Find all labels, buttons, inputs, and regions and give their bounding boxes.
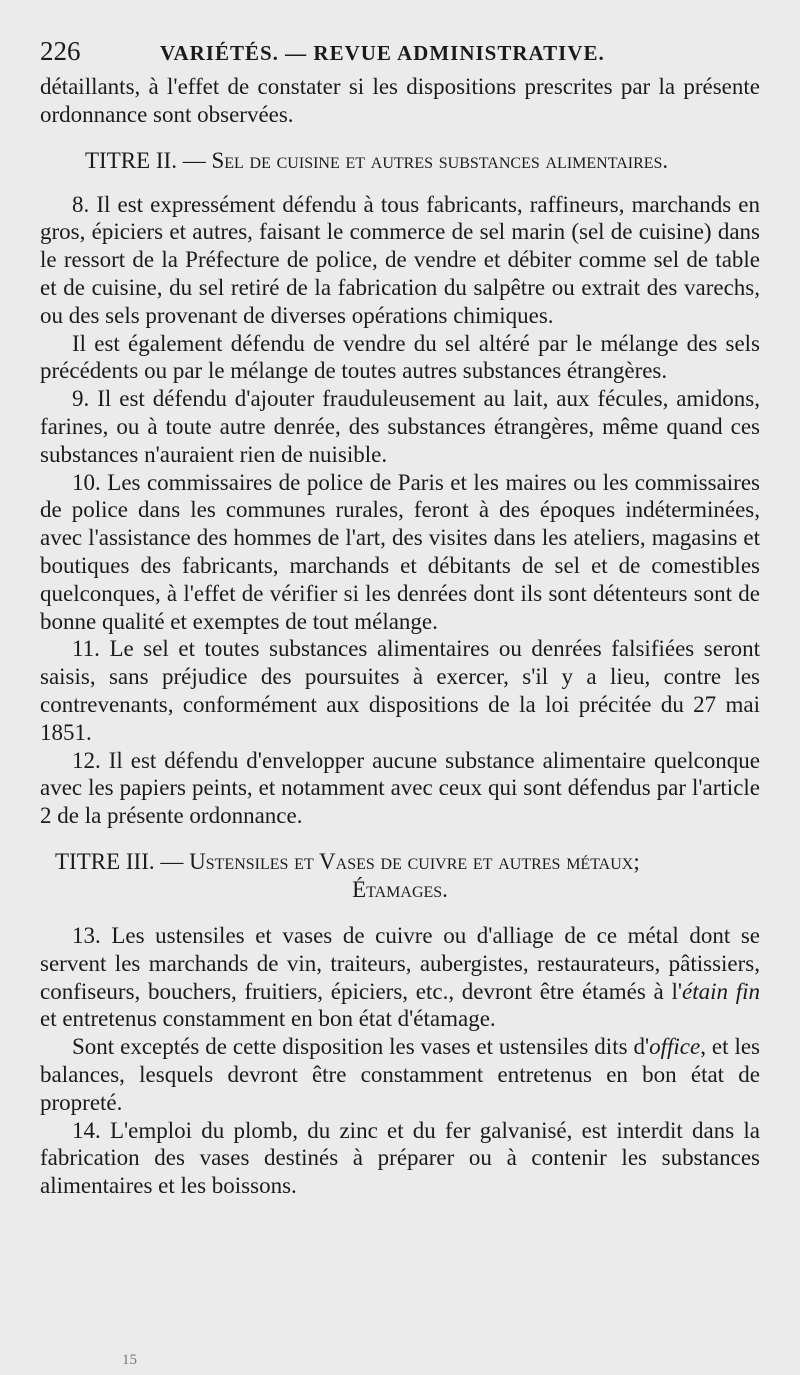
article-11 bbox=[40, 635, 760, 746]
article-14 bbox=[40, 1117, 760, 1200]
signature-number: 15 bbox=[122, 1352, 137, 1368]
article-text: Il est expressément défendu à tous fabricants, raffineurs, marchands en gros, épiciers et autres, faisant le commerce de sel marin (sel de cuisine) dans le ressort de la Préfecture de police, de vendre et débiter comme sel de table et de cuisine, du sel retiré de la fabrication du salpêtre ou extrait des varechs, ou des sels provenant de diverses opérations chimiques. bbox=[40, 191, 761, 328]
article-number: 13. bbox=[72, 922, 101, 948]
article-number: 12. bbox=[72, 747, 101, 773]
titre-3-title: Ustensiles et Vases de cuivre et autres métaux; bbox=[189, 848, 640, 874]
article-12 bbox=[40, 747, 760, 830]
intro-paragraph: détaillants, à l'effet de constater si les dispositions prescrites par la présente ordonnance sont observées. bbox=[40, 74, 760, 127]
running-title: VARIÉTÉS. — REVUE ADMINISTRATIVE. bbox=[160, 41, 605, 65]
article-8 bbox=[40, 191, 760, 330]
titre-2-heading bbox=[40, 147, 760, 175]
titre-3-label: TITRE III. — bbox=[55, 848, 184, 874]
article-text: Le sel et toutes substances alimentaires ou denrées falsifiées seront saisis, sans préjudice des poursuites à exercer, s'il y a lieu, contre les contrevenants, conformément aux dispositions de la loi précitée du 27 mai 1851. bbox=[40, 636, 760, 745]
article-text: , et les balances, lesquels devront être constamment entretenus en bon état de propreté. bbox=[40, 1034, 760, 1115]
article-9 bbox=[40, 385, 760, 468]
titre-3-subtitle: Étamages. bbox=[352, 876, 448, 902]
titre-3-heading bbox=[40, 848, 760, 876]
article-text: Sont exceptés de cette disposition les vases et ustensiles dits d' bbox=[72, 1034, 650, 1060]
article-text: L'emploi du plomb, du zinc et du fer galvanisé, est interdit dans la fabrication des vases destinés à préparer ou à contenir les substances alimentaires et les boissons. bbox=[40, 1117, 761, 1199]
article-text: Il est défendu d'ajouter frauduleusement au lait, aux fécules, amidons, farines, ou à toute autre denrée, des substances étrangères, même quand ces substances n'auraient rien de nuisible. bbox=[40, 386, 760, 467]
running-header bbox=[40, 36, 760, 67]
titre-2-label: TITRE II. — bbox=[85, 147, 206, 173]
article-number: 9. bbox=[72, 386, 90, 412]
article-number: 8. bbox=[72, 191, 90, 217]
article-number: 10. bbox=[72, 469, 101, 495]
article-text: Il est défendu d'envelopper aucune substance alimentaire quelconque avec les papiers peints, et notamment avec ceux qui sont défendus par l'article 2 de la présente ordonnance. bbox=[40, 747, 760, 829]
article-number: 11. bbox=[72, 636, 100, 662]
article-text: Les ustensiles et vases de cuivre ou d'alliage de ce métal dont se servent les marchands de vin, traiteurs, aubergistes, restaurateurs, pâtissiers, confiseurs, bouchers, fruitiers, épiciers, etc., devront être étamés à l' bbox=[40, 922, 760, 1004]
article-13 bbox=[40, 922, 760, 1033]
article-emphasis: étain fin bbox=[682, 978, 760, 1004]
article-emphasis: office bbox=[649, 1034, 701, 1060]
article-number: 14. bbox=[72, 1117, 101, 1143]
article-10 bbox=[40, 469, 760, 636]
article-text: Les commissaires de police de Paris et les maires ou les commissaires de police dans les communes rurales, feront à des époques indéterminées, avec l'assistance des hommes de l'art, des visites dans les ateliers, magasins et boutiques des fabricants, marchands et débitants de sel et de comestibles quelconques, à l'effet de vérifier si les denrées dont ils sont détenteurs sont de bonne qualité et exemptes de tout mélange. bbox=[40, 469, 761, 634]
page-number: 226 bbox=[40, 36, 81, 66]
signature-mark bbox=[0, 1348, 800, 1375]
article-13-continued bbox=[40, 1033, 760, 1116]
titre-2-title: Sel de cuisine et autres substances alimentaires. bbox=[211, 147, 669, 173]
article-text: et entretenus constamment en bon état d'étamage. bbox=[40, 1006, 496, 1032]
article-text: Il est également défendu de vendre du sel altéré par le mélange des sels précédents ou par le mélange de toutes autres substances étrangères. bbox=[40, 330, 760, 384]
article-8-continued bbox=[40, 330, 760, 386]
